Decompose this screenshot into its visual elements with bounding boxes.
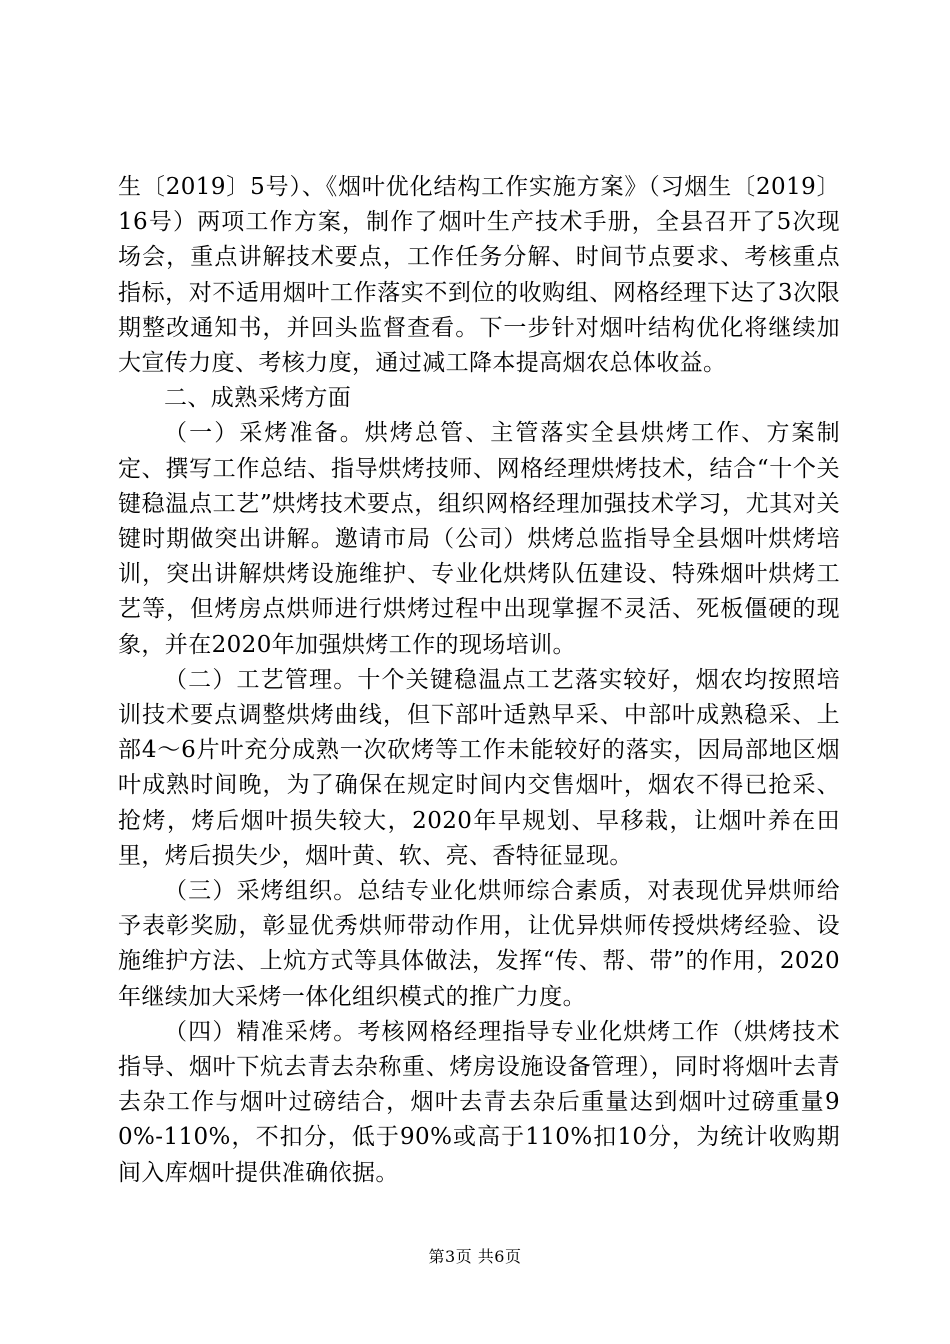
section-heading: 二、成熟采烤方面 bbox=[164, 385, 352, 412]
paragraph-process-management: （二）工艺管理。十个关键稳温点工艺落实较好，烟农均按照培训技术要点调整烘烤曲线，但下部叶适熟早采、中部叶成熟稳采、上部4～6片叶充分成熟一次砍烤等工作未能较好的落实，因局部地区烟叶成熟时间晚，为了确保在规定时间内交售烟叶，烟农不得已抢采、抢烤，烤后烟叶损失较大，2020年早规划、早移栽，让烟叶养在田里，烤后损失少，烟叶黄、软、亮、香特征显现。 bbox=[118, 666, 840, 869]
page-footer: 第3页 共6页 bbox=[428, 1247, 522, 1266]
paragraph-continuation: 生〔2019〕5号）、《烟叶优化结构工作实施方案》（习烟生〔2019〕16号）两项工作方案，制作了烟叶生产技术手册，全县召开了5次现场会，重点讲解技术要点，工作任务分解、时间节点要求、考核重点指标，对不适用烟叶工作落实不到位的收购组、网格经理下达了3次限期整改通知书，并回头监督查看。下一步针对烟叶结构优化将继续加大宣传力度、考核力度，通过减工降本提高烟农总体收益。 bbox=[118, 174, 840, 377]
paragraph-harvest-preparation: （一）采烤准备。烘烤总管、主管落实全县烘烤工作、方案制定、撰写工作总结、指导烘烤技师、网格经理烘烤技术，结合“十个关键稳温点工艺”烘烤技术要点，组织网格经理加强技术学习，尤其对关键时期做突出讲解。邀请市局（公司）烘烤总监指导全县烟叶烘烤培训，突出讲解烘烤设施维护、专业化烘烤队伍建设、特殊烟叶烘烤工艺等，但烤房点烘师进行烘烤过程中出现掌握不灵活、死板僵硬的现象，并在2020年加强烘烤工作的现场培训。 bbox=[118, 420, 840, 658]
paragraph-precise-harvest: （四）精准采烤。考核网格经理指导专业化烘烤工作（烘烤技术指导、烟叶下炕去青去杂称重、烤房设施设备管理），同时将烟叶去青去杂工作与烟叶过磅结合，烟叶去青去杂后重量达到烟叶过磅重量90%-110%，不扣分，低于90%或高于110%扣10分，为统计收购期间入库烟叶提供准确依据。 bbox=[118, 1018, 840, 1186]
document-body bbox=[118, 170, 840, 1191]
paragraph-harvest-organization: （三）采烤组织。总结专业化烘师综合素质，对表现优异烘师给予表彰奖励，彰显优秀烘师带动作用，让优异烘师传授烘烤经验、设施维护方法、上炕方式等具体做法，发挥“传、帮、带”的作用，2020年继续加大采烤一体化组织模式的推广力度。 bbox=[118, 878, 840, 1010]
